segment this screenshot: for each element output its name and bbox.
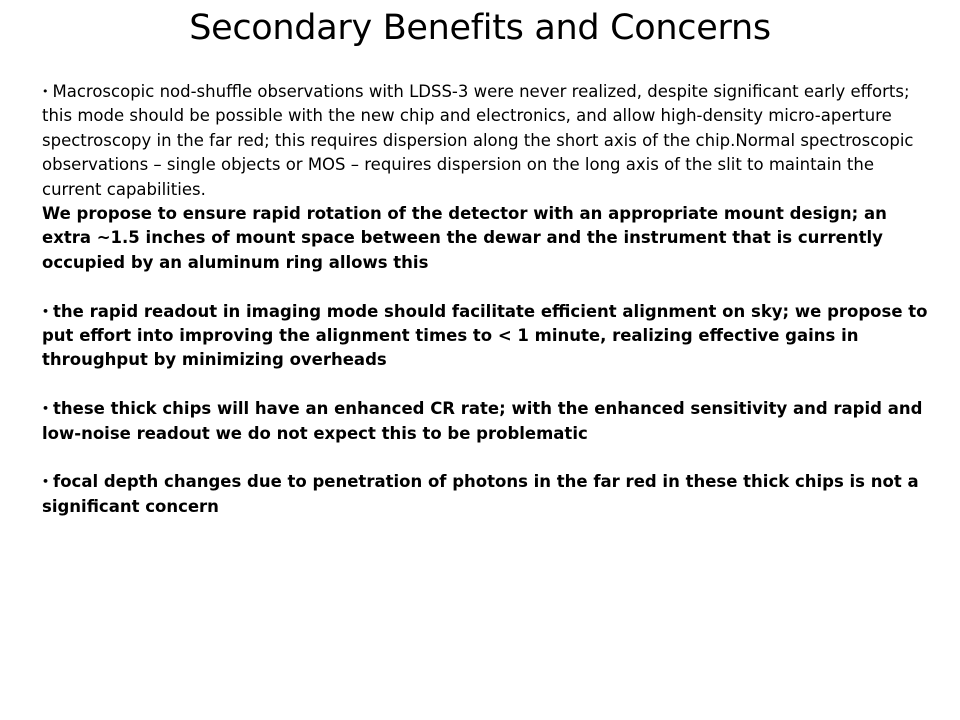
bullet-item-1 [42,80,932,202]
bullet-item-4 [42,470,932,519]
bullet-item-3 [42,397,932,446]
bullet-item-2 [42,300,932,373]
bullet-icon: • [42,304,50,318]
spacer [42,446,932,470]
bullet-icon: • [42,402,50,416]
bullet-text: focal depth changes due to penetration of photons in the far red in these thick chips is not a significant concern [42,472,919,516]
slide-title: Secondary Benefits and Concerns [189,8,771,48]
bullet-icon: • [42,475,50,489]
bullet-text: these thick chips will have an enhanced CR rate; with the enhanced sensitivity and rapid and low-noise readout we do not expect this to be problematic [42,399,923,443]
spacer [42,373,932,397]
spacer [42,275,932,299]
slide-body [42,80,932,519]
bullet-text: the rapid readout in imaging mode should facilitate efficient alignment on sky; we propose to put effort into improving the alignment times to < 1 minute, realizing effective gains in throughput by minimizing overheads [42,301,928,370]
proposal-paragraph: We propose to ensure rapid rotation of the detector with an appropriate mount design; an extra ~1.5 inches of mount space between the dewar and the instrument that is currently occupied by an aluminum ring allows this [42,204,887,272]
bullet-text: Macroscopic nod-shuffle observations with LDSS-3 were never realized, despite significant early efforts; this mode should be possible with the new chip and electronics, and allow high-density micro-aperture spectroscopy in the far red; this requires dispersion along the short axis of the chip.Normal spectroscopic observations – single objects or MOS – requires dispersion on the long axis of the slit to maintain the current capabilities. [42,82,914,199]
bullet-icon: • [42,85,49,98]
